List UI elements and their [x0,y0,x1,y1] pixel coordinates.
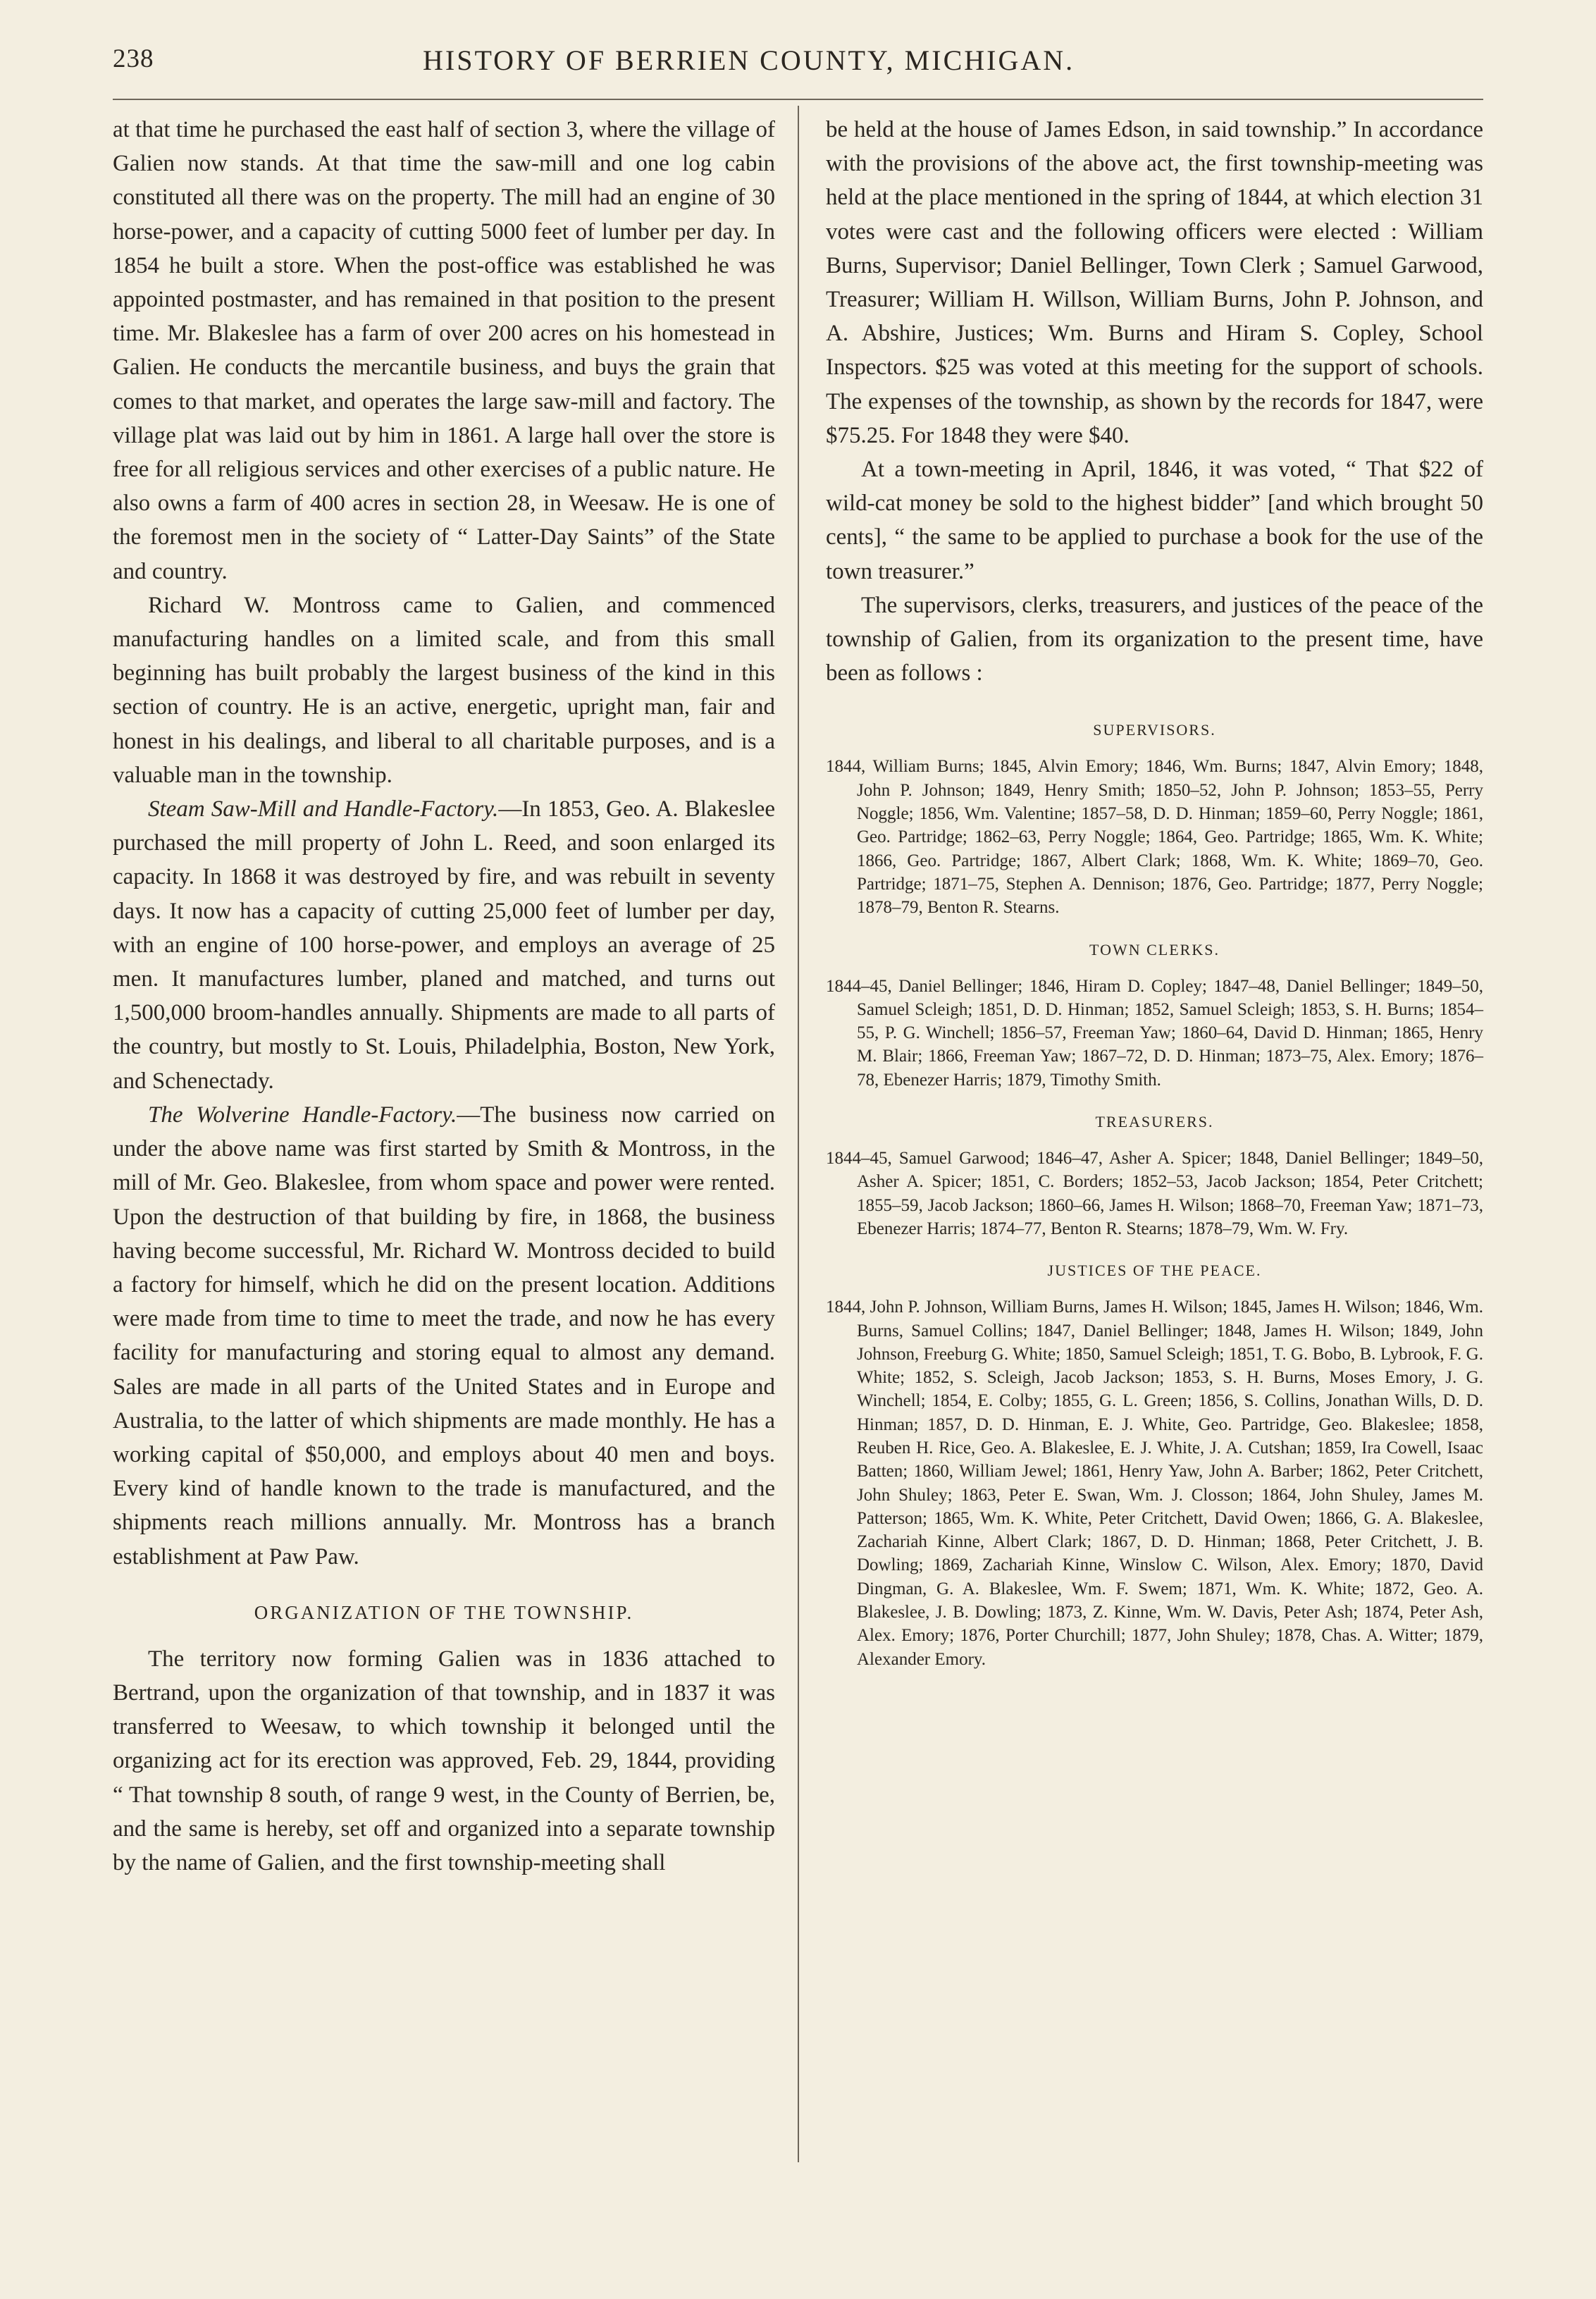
wolverine-subhead: The Wolverine Handle-Factory. [148,1102,457,1128]
wolverine-text: —The business now carried on under the above name was first started by Smith & Montross, in the mill of Mr. Geo. Blakeslee, from whom space and power were rented. Upon the destruction of that building by fire, in 1868, the business having become successful, Mr. Richard W. Montross decided to build a factory for himself, which he did on the present location. Additions were made from time to time to meet the trade, and now he has every facility for manufacturing and storing equal to almost any demand. Sales are made in all parts of the United States and in Europe and Australia, to the latter of which shipments are made monthly. He has a working capital of $50,000, and employs about 40 men and boys. Every kind of handle known to the trade is manufactured, and the shipments reach millions annually. Mr. Montross has a branch establishment at Paw Paw. [113,1102,775,1570]
justices-list: 1844, John P. Johnson, William Burns, James H. Wilson; 1845, James H. Wilson; 1846, Wm. Burns, Samuel Collins; 1847, Daniel Bellinger; 1848, James H. Wilson; 1849, John Johnson, Freeburg G. White; 1850, Samuel Scleigh; 1851, T. G. Bobo, B. Lybrook, F. G. White; 1852, S. Scleigh, Jacob Jackson; 1853, S. H. Burns, Moses Emory, J. G. Winchell; 1854, E. Colby; 1855, G. L. Green; 1856, S. Collins, Jonathan Wills, D. D. Hinman; 1857, D. D. Hinman, E. J. White, Geo. Partridge, Geo. Blakeslee; 1858, Reuben H. Rice, Geo. A. Blakeslee, E. J. White, J. A. Cutshan; 1859, Ira Cowell, Isaac Batten; 1860, William Jewel; 1861, Henry Yaw, John A. Barber; 1862, Peter Critchett, John Shuley; 1863, Peter E. Swan, Wm. J. Closson; 1864, John Shuley, James M. Patterson; 1865, Wm. K. White, Peter Critchett, David Owen; 1866, G. A. Blakeslee, Zachariah Kinne, Albert Clark; 1867, D. D. Hinman; 1868, Peter Critchett, J. B. Dowling; 1869, Zachariah Kinne, Winslow C. Wilson, Alex. Emory; 1870, David Dingman, G. A. Blakeslee, Wm. F. Swem; 1871, Wm. K. White; 1872, Geo. A. Blakeslee, J. B. Dowling; 1873, Z. Kinne, Wm. W. Davis, Peter Ash; 1874, Peter Ash, Alex. Emory; 1876, Porter Churchill; 1877, John Shuley; 1878, Chas. A. Witter; 1879, Alexander Emory. [826,1298,1483,1669]
supervisors-list: 1844, William Burns; 1845, Alvin Emory; 1846, Wm. Burns; 1847, Alvin Emory; 1848, John P. Johnson; 1849, Henry Smith; 1850–52, John P. Johnson; 1853–55, Perry Noggle; 1856, Wm. Valentine; 1857–58, D. D. Hinman; 1859–60, Perry Noggle; 1861, Geo. Partridge; 1862–63, Perry Noggle; 1864, Geo. Partridge; 1865, Wm. K. White; 1866, Geo. Partridge; 1867, Albert Clark; 1868, Wm. K. White; 1869–70, Geo. Partridge; 1871–75, Stephen A. Dennison; 1876, Geo. Partridge; 1877, Perry Noggle; 1878–79, Benton R. Stearns. [826,757,1483,918]
page-number: 238 [113,44,154,73]
treasurers-list: 1844–45, Samuel Garwood; 1846–47, Asher A. Spicer; 1848, Daniel Bellinger; 1849–50, Asher A. Spicer; 1851, C. Borders; 1852–53, Jacob Jackson; 1854, Peter Critchett; 1855–59, Jacob Jackson; 1860–66, James H. Wilson; 1868–70, Freeman Yaw; 1871–73, Ebenezer Harris; 1874–77, Benton R. Stearns; 1878–79, Wm. W. Fry. [826,1149,1483,1238]
saw-mill-text: —In 1853, Geo. A. Blakeslee purchased the mill property of John L. Reed, and soon enlarged its capacity. In 1868 it was destroyed by fire, and was rebuilt in seventy days. It now has a capacity of cutting 25,000 feet of lumber per day, with an engine of 100 horse-power, and employs an average of 25 men. It manufactures lumber, planed and matched, and turns out 1,500,000 broom-handles annually. Shipments are made to all parts of the country, but mostly to St. Louis, Philadelphia, Boston, New York, and Schenectady. [113,796,775,1094]
paragraph-montross: Richard W. Montross came to Galien, and commenced manufacturing handles on a limited scale, and from this small beginning has built probably the largest business of the kind in this section of country. He is an active, energetic, upright man, fair and honest in his dealings, and liberal to all charitable purposes, and is a valuable man in the township. [113,592,775,788]
clerks-heading: TOWN CLERKS. [1089,940,1220,959]
treasurers-heading: TREASURERS. [1095,1113,1214,1131]
paragraph-first-meeting: be held at the house of James Edson, in said township.” In accordance with the provisions of the above act, the first township-meeting was held at the place mentioned in the spring of 1844, at which election 31 votes were cast and the following officers were elected : William Burns, Supervisor; Daniel Bellinger, Town Clerk ; Samuel Garwood, Treasurer; William H. Willson, William Burns, John P. Johnson, and A. Abshire, Justices; Wm. Burns and Hiram S. Copley, School Inspectors. $25 was voted at this meeting for the support of schools. The expenses of the township, as shown by the records for 1847, were $75.25. For 1848 they were $40. [826,117,1483,448]
column-divider [798,106,799,2162]
right-column [826,113,1483,1671]
clerks-list: 1844–45, Daniel Bellinger; 1846, Hiram D. Copley; 1847–48, Daniel Bellinger; 1849–50, Samuel Scleigh; 1851, D. D. Hinman; 1852, Samuel Scleigh; 1853, S. H. Burns; 1854–55, P. G. Winchell; 1856–57, Freeman Yaw; 1860–64, David D. Hinman; 1865, Henry M. Blair; 1866, Freeman Yaw; 1867–72, D. D. Hinman; 1873–75, Alex. Emory; 1876–78, Ebenezer Harris; 1879, Timothy Smith. [826,976,1483,1090]
saw-mill-subhead: Steam Saw-Mill and Handle-Factory. [148,796,499,822]
paragraph-organization: The territory now forming Galien was in 1836 attached to Bertrand, upon the organization of that township, and in 1837 it was transferred to Weesaw, to which township it belonged until the organizing act for its erection was approved, Feb. 29, 1844, providing “ That township 8 south, of range 9 west, in the County of Berrien, be, and the same is hereby, set off and organized into a separate township by the name of Galien, and the first township-meeting shall [113,1646,775,1875]
left-column [113,113,775,1880]
supervisors-heading: SUPERVISORS. [1093,721,1216,739]
paragraph-wild-cat-money: At a town-meeting in April, 1846, it was voted, “ That $22 of wild-cat money be sold to the highest bidder” [and which brought 50 cents], “ the same to be applied to purchase a book for the use of the town treasurer.” [826,457,1483,584]
running-title: HISTORY OF BERRIEN COUNTY, MICHIGAN. [423,44,1075,76]
justices-heading: JUSTICES OF THE PEACE. [1047,1262,1262,1280]
paragraph-wolverine [113,1098,775,1574]
paragraph-officers-intro: The supervisors, clerks, treasurers, and justices of the peace of the township of Galien, from its organization to the present time, have been as follows : [826,592,1483,686]
paragraph-saw-mill [113,792,775,1098]
section-heading-organization: ORGANIZATION OF THE TOWNSHIP. [254,1601,634,1623]
paragraph-blakeslee: at that time he purchased the east half of section 3, where the village of Galien now stands. At that time the saw-mill and one log cabin constituted all there was on the property. The mill had an engine of 30 horse-power, and a capacity of cutting 5000 feet of lumber per day. In 1854 he built a store. When the post-office was established he was appointed postmaster, and has remained in that position to the present time. Mr. Blakeslee has a farm of over 200 acres on his homestead in Galien. He conducts the mercantile business, and buys the grain that comes to that market, and operates the large saw-mill and factory. The village plat was laid out by him in 1861. A large hall over the store is free for all religious services and other exercises of a public nature. He also owns a farm of 400 acres in section 28, in Weesaw. He is one of the foremost men in the society of “ Latter-Day Saints” of the State and country. [113,117,775,584]
header-rule [113,99,1483,100]
